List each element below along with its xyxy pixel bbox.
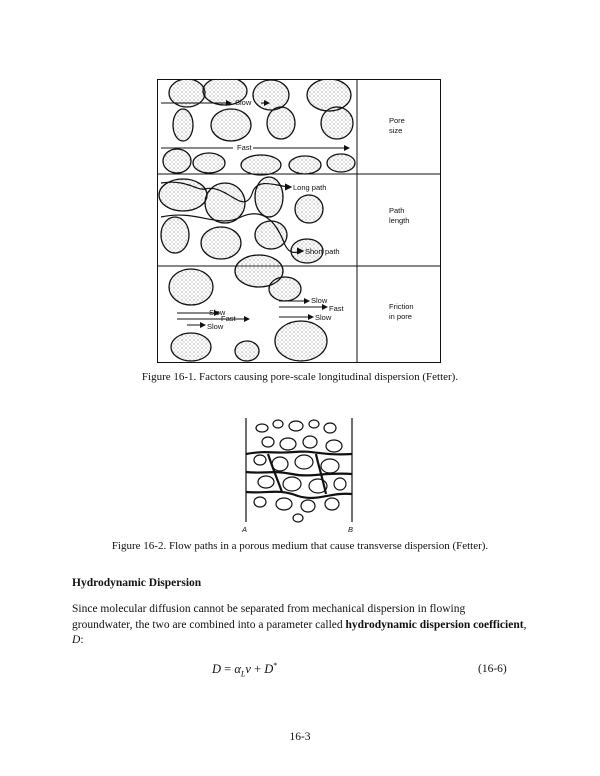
page-number: 16-3 xyxy=(289,731,311,743)
panel-label-length: length xyxy=(389,216,410,225)
paragraph-text-1: Since molecular diffusion cannot be separated from mechanical dispersion in flowing groundwater, the two are combined into a parameter called xyxy=(72,603,466,631)
label-b: B xyxy=(348,525,354,534)
arrow-label-slow-1: Slow xyxy=(235,98,252,107)
friction-grains xyxy=(169,255,327,361)
paragraph-bold-term: hydrodynamic dispersion coefficient xyxy=(345,618,524,631)
eq-d: D xyxy=(264,662,274,677)
grains xyxy=(254,420,346,522)
eq-v: v xyxy=(245,662,251,677)
figure-16-1-caption: Figure 16-1. Factors causing pore-scale longitudinal dispersion (Fetter). xyxy=(141,371,459,383)
panel-label-path: Path xyxy=(389,206,405,215)
equation-number: (16-6) xyxy=(478,663,507,675)
figure-16-2-caption: Figure 16-2. Flow paths in a porous medium that cause transverse dispersion (Fetter). xyxy=(111,540,489,552)
equation-16-6 xyxy=(212,661,277,679)
pore-size-grains xyxy=(163,79,355,175)
panel-label-in-pore: in pore xyxy=(389,312,412,321)
paragraph-text-2: , xyxy=(523,618,527,631)
panel-label-pore: Pore xyxy=(389,116,405,125)
panel-label-size: size xyxy=(389,126,403,135)
eq-equals: = xyxy=(221,662,235,677)
figure-16-1 xyxy=(157,79,441,363)
arrow-label-slow-right-2: Slow xyxy=(315,313,332,322)
arrow-label-fast-1: Fast xyxy=(237,143,252,152)
arrow-label-slow-left-1: Slow xyxy=(209,308,226,317)
panel-label-friction: Friction xyxy=(389,302,414,311)
figure-16-2 xyxy=(238,414,362,536)
eq-alpha-sub: L xyxy=(240,669,246,679)
arrow-label-fast-right: Fast xyxy=(329,304,344,313)
eq-lhs: D xyxy=(212,662,222,677)
eq-d-sup: * xyxy=(273,661,278,670)
paragraph-text-end: : xyxy=(80,634,84,646)
arrow-label-slow-left-2: Slow xyxy=(207,322,224,331)
eq-alpha: α xyxy=(234,662,241,677)
figure-16-1-graphic xyxy=(157,79,441,363)
arrow-label-long-path: Long path xyxy=(293,183,327,192)
arrow-label-slow-right-1: Slow xyxy=(311,296,328,305)
figure-16-2-graphic xyxy=(238,414,362,536)
arrow-label-short-path: Short path xyxy=(305,247,340,256)
eq-plus: + xyxy=(250,662,265,677)
paragraph-variable: D xyxy=(72,634,81,646)
label-a: A xyxy=(242,525,248,534)
arrow-label-fast-left: Fast xyxy=(221,314,236,323)
section-heading: Hydrodynamic Dispersion xyxy=(72,577,202,589)
body-paragraph xyxy=(72,602,528,649)
